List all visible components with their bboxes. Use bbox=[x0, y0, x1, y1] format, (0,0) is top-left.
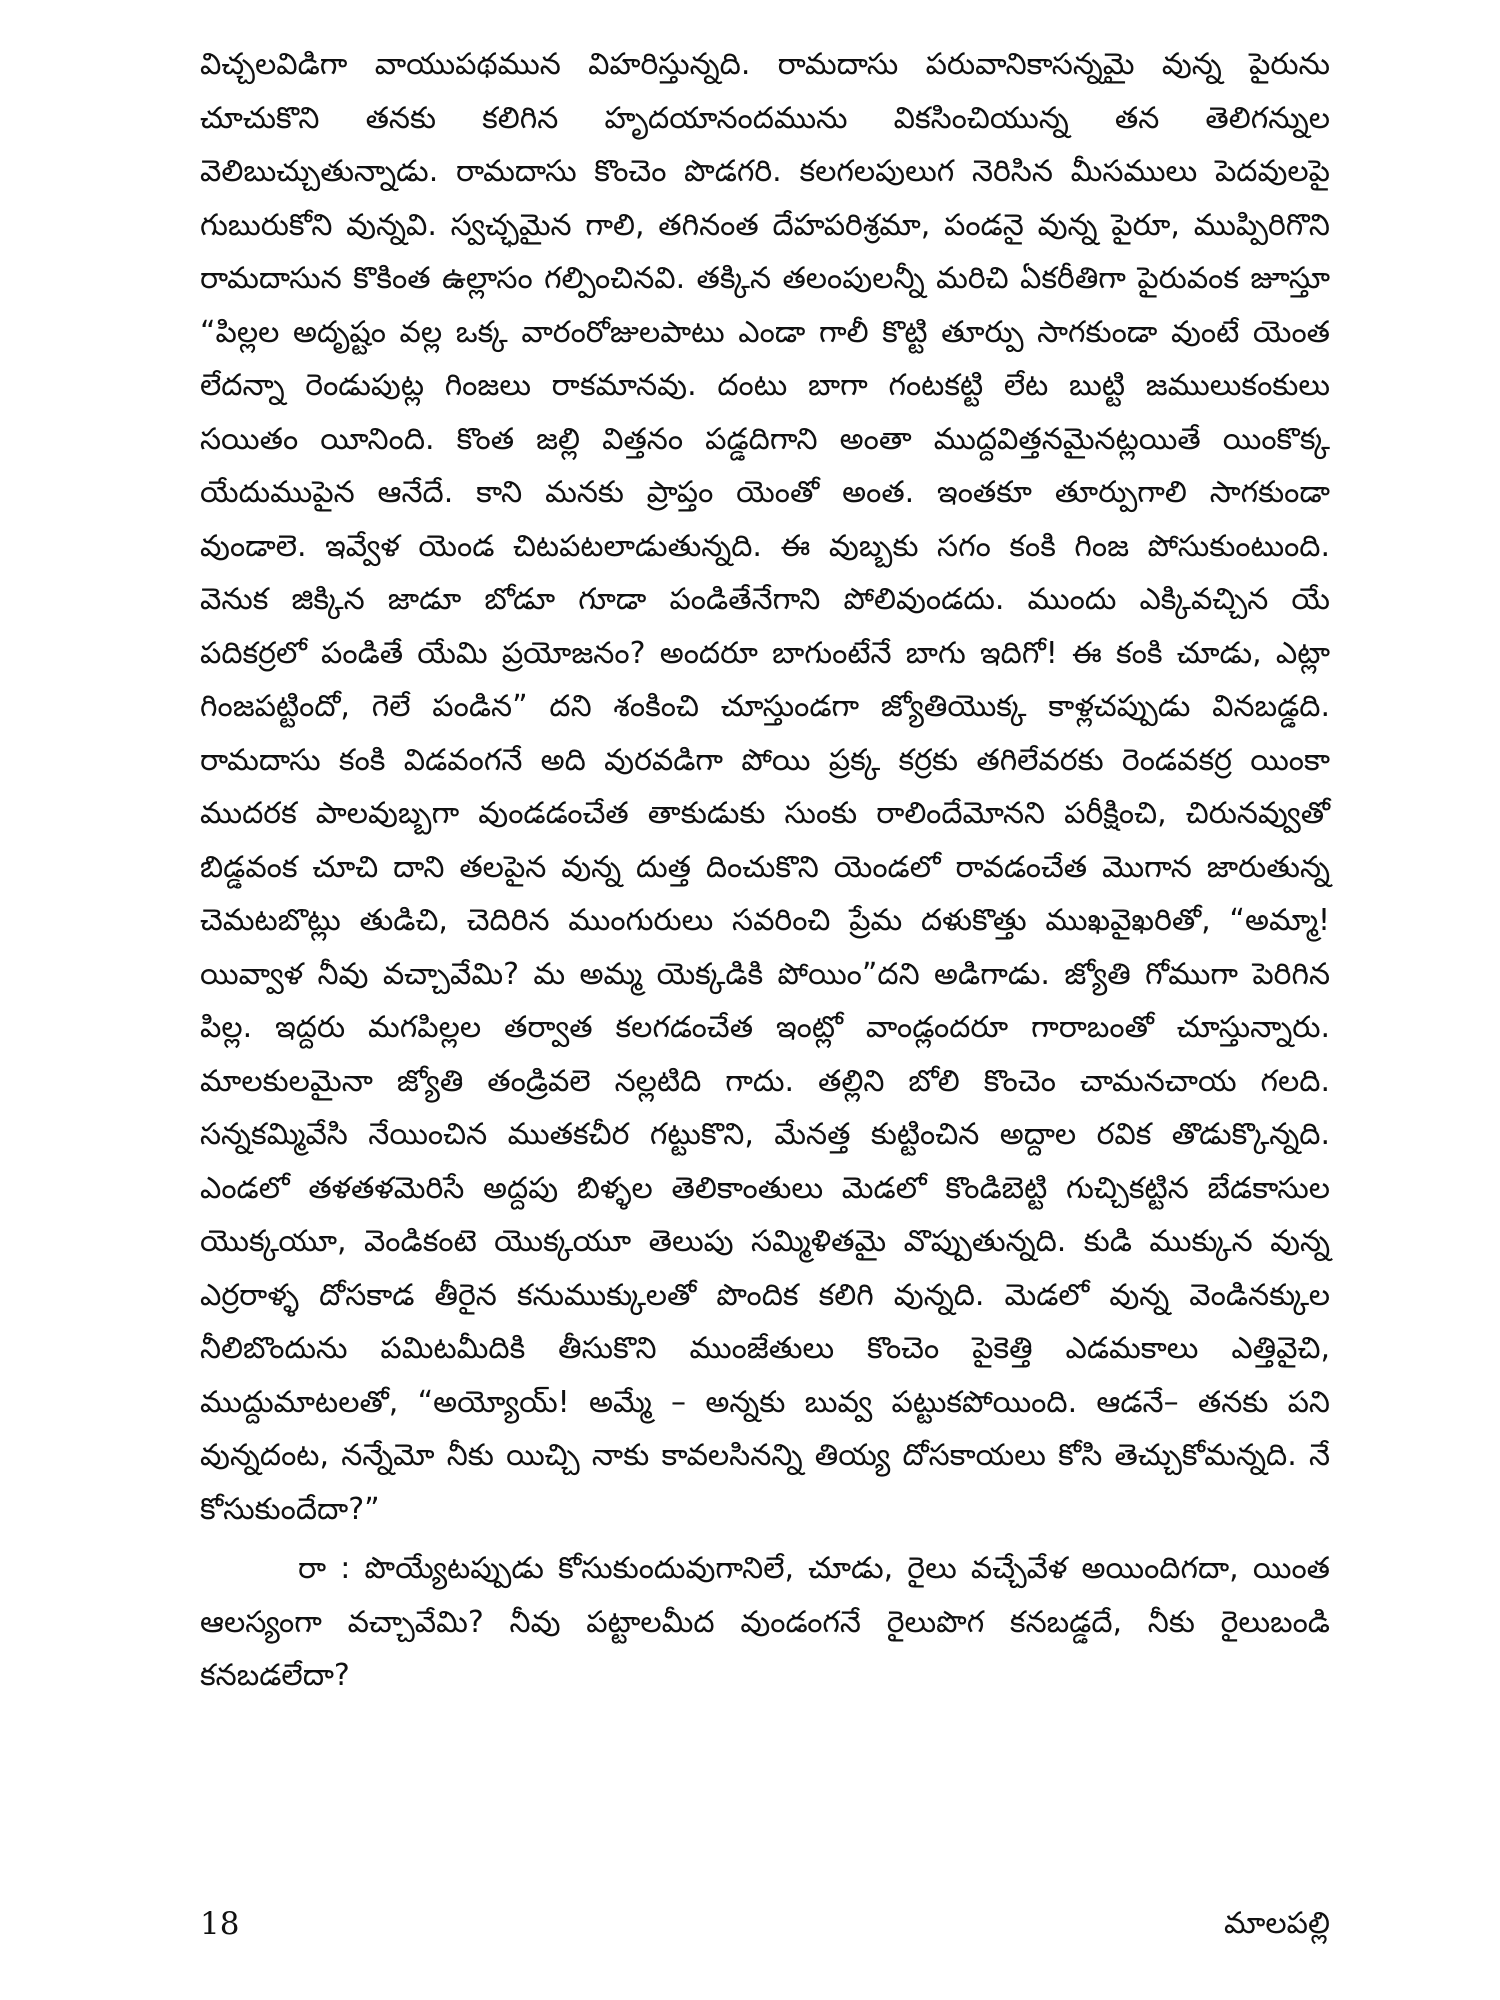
paragraph-narrative: విచ్చలవిడిగా వాయుపథమున విహరిస్తున్నది. రామదాసు పరువానికాసన్నమై వున్న పైరును చూచుకొని తనకు కలిగిన హృదయానందమును వికసించియున్న తన తెలిగన్నుల వెలిబుచ్చుతున్నాడు. రామదాసు కొంచెం పొడగరి. కలగలపులుగ నెరిసిన మీసములు పెదవులపై గుబురుకోని వున్నవి. స్వచ్ఛమైన గాలి, తగినంత దేహపరిశ్రమా, పండనై వున్న పైరూ, ముప్పిరిగొని రామదాసున కొకింత ఉల్లాసం గల్పించినవి. తక్కిన తలంపులన్నీ మరిచి ఏకరీతిగా పైరువంక జూస్తూ “పిల్లల అదృష్టం వల్ల ఒక్క వారంరోజులపాటు ఎండా గాలీ కొట్టి తూర్పు సాగకుండా వుంటే యెంత లేదన్నా రెండుపుట్ల గింజలు రాకమానవు. దంటు బాగా గంటకట్టి లేట బుట్టి జములుకంకులు సయితం యీనింది. కొంత జల్లి విత్తనం పడ్డదిగాని అంతా ముద్దవిత్తనమైనట్లయితే యింకొక్క యేదుముపైన ఆనేదే. కాని మనకు ప్రాప్తం యెంతో అంత. ఇంతకూ తూర్పుగాలి సాగకుండా వుండాలె. ఇవ్వేళ యెండ చిటపటలాడుతున్నది. ఈ వుబ్బకు సగం కంకి గింజ పోసుకుంటుంది. వెనుక జిక్కిన జాడూ బోడూ గూడా పండితేనేగాని పోలివుండదు. ముందు ఎక్కివచ్చిన యే పదికర్రలో పండితే యేమి ప్రయోజనం? అందరూ బాగుంటేనే బాగు ఇదిగో! ఈ కంకి చూడు, ఎట్లా గింజపట్టిందో, గెలే పండిన” దని శంకించి చూస్తుండగా జ్యోతియొక్క కాళ్లచప్పుడు వినబడ్డది. రామదాసు కంకి విడవంగనే అది వురవడిగా పోయి ప్రక్క కర్రకు తగిలేవరకు రెండవకర్ర యింకా ముదరక పాలవుబ్బగా వుండడంచేత తాకుడుకు సుంకు రాలిందేమోనని పరీక్షించి, చిరునవ్వుతో బిడ్డవంక చూచి దాని తలపైన వున్న దుత్త దించుకొని యెండలో రావడంచేత మొగాన జారుతున్న చెమటబొట్లు తుడిచి, చెదిరిన ముంగురులు సవరించి ప్రేమ దళుకొత్తు ముఖవైఖరితో, “అమ్మా! యివ్వాళ నీవు వచ్చావేమి? మ అమ్మ యెక్కడికి పోయిం”దని అడిగాడు. జ్యోతి గోముగా పెరిగిన పిల్ల. ఇద్దరు మగపిల్లల తర్వాత కలగడంచేత ఇంట్లో వాండ్లందరూ గారాబంతో చూస్తున్నారు. మాలకులమైనా జ్యోతి తండ్రివలె నల్లటిది గాదు. తల్లిని బోలి కొంచెం చామనచాయ గలది. సన్నకమ్మివేసి నేయించిన ముతకచీర గట్టుకొని, మేనత్త కుట్టించిన అద్దాల రవిక తొడుక్కొన్నది. ఎండలో తళతళమెరిసే అద్దపు బిళ్ళల తెలికాంతులు మెడలో కొండిబెట్టి గుచ్చికట్టిన బేడకాసుల యొక్కయూ, వెండికంటె యొక్కయూ తెలుపు సమ్మిళితమై వొప్పుతున్నది. కుడి ముక్కున వున్న ఎర్రరాళ్ళ దోసకాడ తీరైన కనుముక్కులతో పొందిక కలిగి వున్నది. మెడలో వున్న వెండినక్కుల నీలిబొందును పమిటమీదికి తీసుకొని ముంజేతులు కొంచెం పైకెత్తి ఎడమకాలు ఎత్తివైచి, ముద్దుమాటలతో, “అయ్యోయ్! అమ్మే – అన్నకు బువ్వ పట్టుకపోయింది. ఆడనే– తనకు పని వున్నదంట, నన్నేమో నీకు యిచ్చి నాకు కావలసినన్ని తియ్య దోసకాయలు కోసి తెచ్చుకోమన్నది. నే కోసుకుందేదా?” bbox=[200, 47, 1330, 1527]
running-title: మాలపల్లి bbox=[1224, 1906, 1330, 1941]
page-number: 18 bbox=[200, 1906, 240, 1942]
page-footer bbox=[200, 1906, 1330, 1956]
paragraph-dialogue: రా : పొయ్యేటప్పుడు కోసుకుందువుగానిలే, చూడు, రైలు వచ్చేవేళ అయిందిగదా, యింత ఆలస్యంగా వచ్చావేమి? నీవు పట్టాలమీద వుండంగనే రైలుపొగ కనబడ్డదే, నీకు రైలుబండి కనబడలేదా? bbox=[200, 1551, 1330, 1693]
page-body bbox=[200, 38, 1330, 1958]
